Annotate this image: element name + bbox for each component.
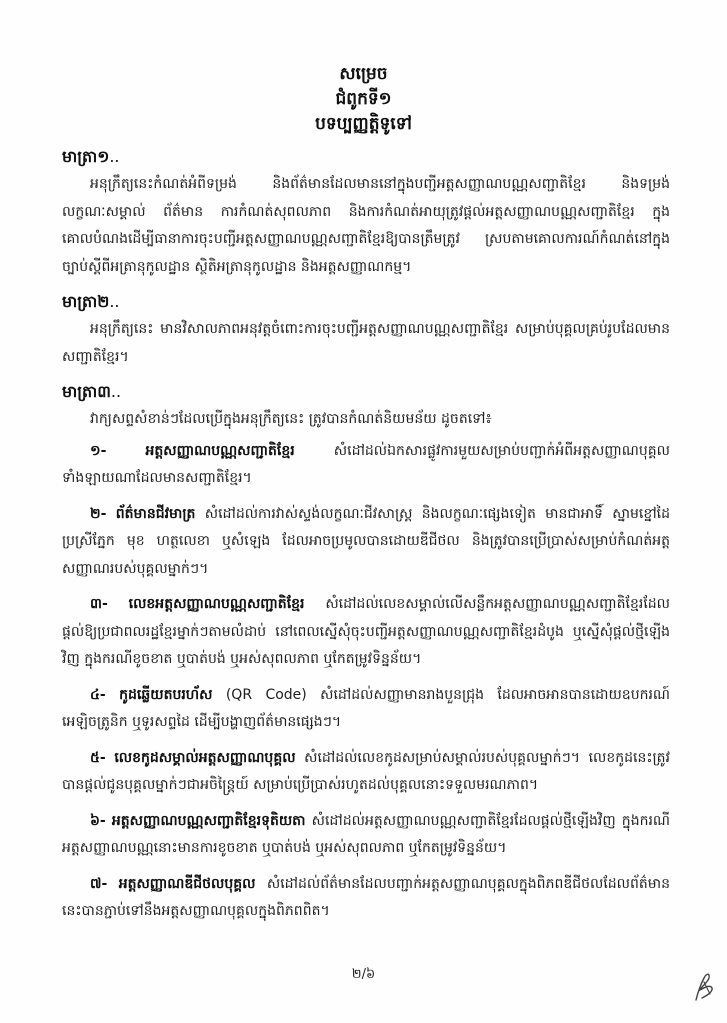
article-2-heading: មាត្រា២.. xyxy=(62,292,120,311)
page-number: ២/៦ xyxy=(351,967,376,982)
decision-title: សម្រេច xyxy=(339,64,388,84)
definition-item: ១- អត្តសញ្ញាណបណ្ណសញ្ជាតិខ្មែរ សំដៅដល់ឯកសារផ្លូវការមួយសម្រាប់បញ្ជាក់អំពីអត្តសញ្ញាណបុគ្គលទាំងឡាយណាដែលមានសញ្ជាតិខ្មែរ។ xyxy=(62,442,670,486)
article-1-heading: មាត្រា១.. xyxy=(62,147,120,166)
definition-item: ៣- លេខអត្តសញ្ញាណបណ្ណសញ្ជាតិខ្មែរ សំដៅដល់លេខសម្គាល់លើសន្លឹកអត្តសញ្ញាណបណ្ណសញ្ជាតិខ្មែរដែលផ្តល់ឱ្យប្រជាពលរដ្ឋខ្មែរម្នាក់ៗតាមលំដាប់ នៅពេលស្នើសុំចុះបញ្ជីអត្តសញ្ញាណបណ្ណសញ្ជាតិខ្មែរដំបូង ឬស្នើសុំផ្តល់ថ្មីឡើងវិញ ក្នុងករណីខូចខាត ឬបាត់បង់ ឬអស់សុពលភាព ឬកែតម្រូវទិន្នន័យ។ xyxy=(62,596,670,667)
article-2-text: អនុក្រឹត្យនេះ មានវិសាលភាពអនុវត្តចំពោះការចុះបញ្ជីអត្តសញ្ញាណបណ្ណសញ្ជាតិខ្មែរ សម្រាប់បុគ្គលគ្រប់រូបដែលមានសញ្ជាតិខ្មែរ។ xyxy=(62,321,670,365)
document-body xyxy=(62,146,670,934)
chapter-title: ជំពូកទី១ xyxy=(335,89,392,109)
definition-item: ៦- អត្តសញ្ញាណបណ្ណសញ្ជាតិខ្មែរទុតិយតា សំដៅដល់អត្តសញ្ញាណបណ្ណសញ្ជាតិខ្មែរដែលផ្តល់ថ្មីឡើងវិញ ក្នុងករណីអត្តសញ្ញាណបណ្ណនោះមានការខូចខាត ឬបាត់បង់ ឬអស់សុពលភាព ឬកែតម្រូវទិន្នន័យ។ xyxy=(62,812,671,856)
document-header xyxy=(0,62,727,137)
initials-signature xyxy=(690,964,716,1004)
definition-item: ៤- កូដឆ្លើយតបរហ័ស (QR Code) សំដៅដល់សញ្ញាមានរាងបួនជ្រុង ដែលអាចអានបានដោយឧបករណ៍អេឡិចត្រូនិក ឬទូរសព្ទដៃ ដើម្បីបង្ហាញព័ត៌មានផ្សេងៗ។ xyxy=(62,686,671,730)
article-1-text: អនុក្រឹត្យនេះកំណត់អំពីទម្រង់ និងព័ត៌មានដែលមាននៅក្នុងបញ្ជីអត្តសញ្ញាណបណ្ណសញ្ជាតិខ្មែរ និងទម្រង់ លក្ខណៈសម្គាល់ ព័ត៌មាន ការកំណត់សុពលភាព និងការកំណត់អាយុត្រូវផ្តល់អត្តសញ្ញាណបណ្ណសញ្ជាតិខ្មែរ ក្នុងគោលបំណងដើម្បីធានាការចុះបញ្ជីអត្តសញ្ញាណបណ្ណសញ្ជាតិខ្មែរឱ្យបានត្រឹមត្រូវ ស្របតាមគោលការណ៍កំណត់នៅក្នុងច្បាប់ស្តីពីអត្រានុកូលដ្ឋាន ស្ថិតិអត្រានុកូលដ្ឋាន និងអត្តសញ្ញាណកម្ម។ xyxy=(62,176,670,275)
article-3-intro: វាក្យសព្ទសំខាន់ៗដែលប្រើក្នុងអនុក្រឹត្យនេះ ត្រូវបានកំណត់និយមន័យ ដូចតទៅ៖ xyxy=(90,411,492,427)
definition-item: ២- ព័ត៌មានជីវមាត្រ សំដៅដល់ការវាស់ស្ទង់លក្ខណៈជីវសាស្ត្រ និងលក្ខណៈផ្សេងទៀត មានជាអាទិ៍ ស្នាមខ្នៅដៃ ប្រស្រីភ្នែក មុខ ហត្ថលេខា ឬសំឡេង ដែលអាចប្រមូលបានដោយឌីជីថល និងត្រូវបានប្រើប្រាស់សម្រាប់កំណត់អត្តសញ្ញាណរបស់បុគ្គលម្នាក់ៗ។ xyxy=(62,505,671,577)
chapter-subtitle: បទប្បញ្ញត្តិទូទៅ xyxy=(315,114,412,134)
definition-item: ៥- លេខកូដសម្គាល់អត្តសញ្ញាណបុគ្គល សំដៅដល់លេខកូដសម្រាប់សម្គាល់របស់បុគ្គលម្នាក់ៗ។ លេខកូដនេះត្រូវបានផ្តល់ជូនបុគ្គលម្នាក់ៗជាអចិន្ត្រៃយ៍ សម្រាប់ប្រើប្រាស់រហូតដល់បុគ្គលនោះទទួលមរណភាព។ xyxy=(62,749,671,793)
definition-item: ៧- អត្តសញ្ញាណឌីជីថលបុគ្គល សំដៅដល់ព័ត៌មានដែលបញ្ជាក់អត្តសញ្ញាណបុគ្គលក្នុងពិភពឌីជីថលដែលព័ត៌មាននេះបានភ្ជាប់ទៅនឹងអត្តសញ្ញាណបុគ្គលក្នុងពិភពពិត។ xyxy=(62,875,670,919)
article-3-heading: មាត្រា៣.. xyxy=(62,382,122,401)
